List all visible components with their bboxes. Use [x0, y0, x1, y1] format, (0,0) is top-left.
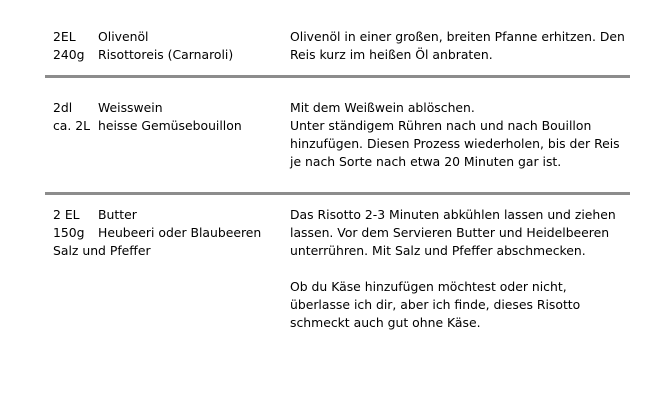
ingredient-name: Risottoreis (Carnaroli) [98, 47, 234, 62]
ingredient-name: Butter [98, 207, 137, 222]
ingredient-list [53, 206, 278, 260]
ingredient-list [53, 28, 278, 64]
instruction-text [290, 28, 630, 64]
ingredient-row [53, 224, 278, 242]
ingredient-row [53, 206, 278, 224]
ingredient-name: Weisswein [98, 100, 163, 115]
ingredient-row [53, 242, 278, 260]
instruction-text [290, 99, 630, 171]
instruction-paragraph: Ob du Käse hinzufügen möchtest oder nicht, überlasse ich dir, aber ich finde, dieses Risotto schmeckt auch gut ohne Käse. [290, 279, 581, 330]
section-divider [45, 192, 630, 195]
ingredient-quantity: 2 EL [53, 207, 80, 222]
ingredient-row [53, 46, 278, 64]
ingredient-row [53, 99, 278, 117]
ingredient-name: Olivenöl [98, 29, 149, 44]
ingredient-quantity: 150g [53, 225, 85, 240]
ingredient-list [53, 99, 278, 135]
instruction-paragraph: Olivenöl in einer großen, breiten Pfanne erhitzen. Den Reis kurz im heißen Öl anbraten. [290, 29, 625, 62]
ingredient-quantity: 2dl [53, 100, 73, 115]
ingredient-quantity: 2EL [53, 29, 76, 44]
instruction-text [290, 206, 630, 332]
ingredient-name: heisse Gemüsebouillon [98, 118, 242, 133]
instruction-paragraph: Das Risotto 2-3 Minuten abkühlen lassen und ziehen lassen. Vor dem Servieren Butter und Heidelbeeren unterrühren. Mit Salz und Pfeffer abschmecken. [290, 207, 616, 258]
ingredient-quantity: 240g [53, 47, 85, 62]
instruction-paragraph: Mit dem Weißwein ablöschen. Unter ständigem Rühren nach und nach Bouillon hinzufügen. Diesen Prozess wiederholen, bis der Reis je nach Sorte nach etwa 20 Minuten gar ist. [290, 100, 620, 169]
ingredient-row [53, 117, 278, 135]
ingredient-name: Heubeeri oder Blaubeeren [98, 225, 262, 240]
section-divider [45, 75, 630, 78]
ingredient-name: Salz und Pfeffer [53, 243, 151, 258]
ingredient-quantity: ca. 2L [53, 118, 91, 133]
ingredient-row [53, 28, 278, 46]
